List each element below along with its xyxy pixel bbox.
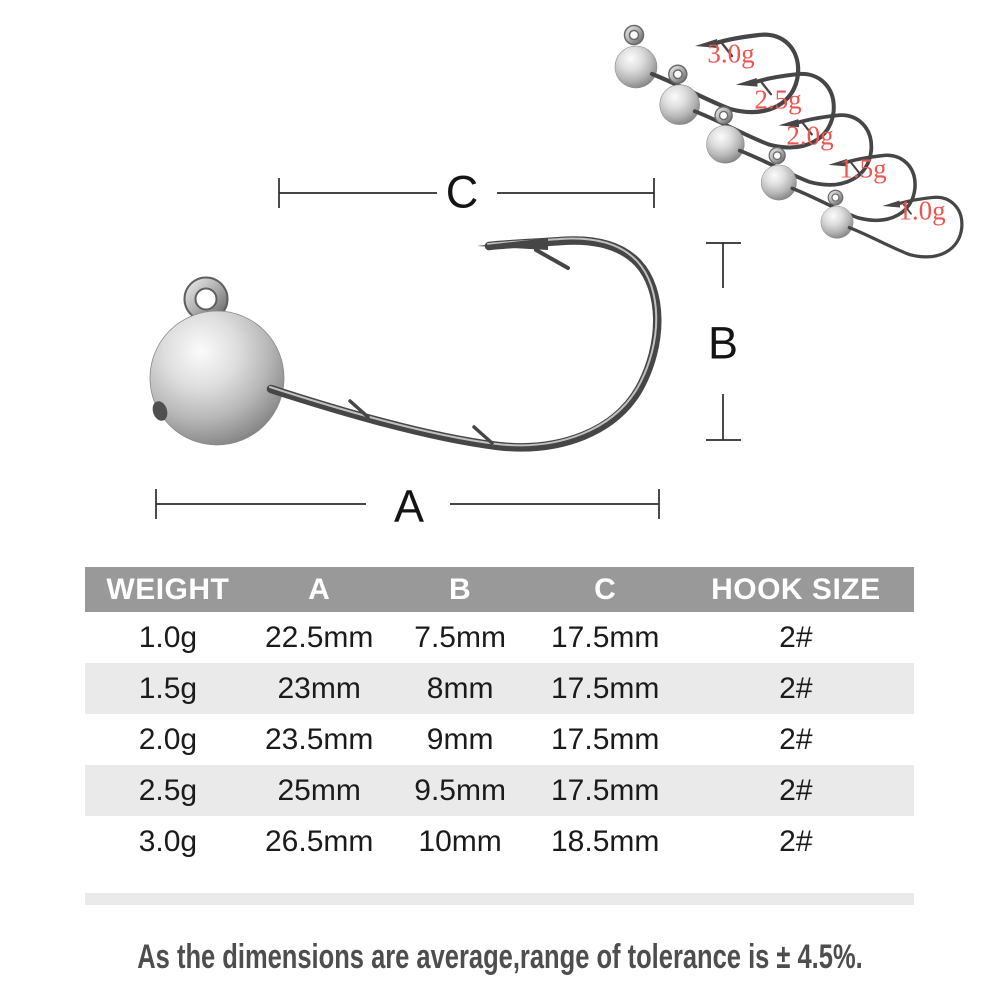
dimension-label-a: A xyxy=(393,480,425,532)
weight-label-1-5g: 1.5g xyxy=(839,153,887,184)
spec-cell: 9mm xyxy=(426,722,494,756)
spec-cell: 26.5mm xyxy=(265,824,374,858)
spec-cell: 22.5mm xyxy=(265,620,374,654)
tolerance-note: As the dimensions are average,range of tolerance is ± 4.5%. xyxy=(137,938,863,976)
spec-row-3-0g xyxy=(85,816,914,867)
spec-cell: 18.5mm xyxy=(550,824,660,858)
spec-cell: 9.5mm xyxy=(414,773,506,807)
weight-label-1-0g: 1.0g xyxy=(898,195,946,226)
spec-cell: 17.5mm xyxy=(550,722,660,756)
spec-cell: 2# xyxy=(779,824,813,858)
hook-barb xyxy=(536,250,568,268)
spec-cell: 3.0g xyxy=(138,824,198,858)
column-header-c: C xyxy=(533,567,678,612)
spec-cell: 17.5mm xyxy=(550,773,660,807)
spec-cell: 1.5g xyxy=(138,671,198,705)
spec-cell: 2# xyxy=(779,671,813,705)
jig-head-ball xyxy=(150,311,284,445)
hook-wire xyxy=(271,241,657,448)
column-header-a: A xyxy=(251,567,388,612)
spec-cell: 10mm xyxy=(418,824,502,858)
spec-cell: 23mm xyxy=(277,671,361,705)
main-jig-hook xyxy=(150,238,657,447)
column-header-hook-size: HOOK SIZE xyxy=(678,567,914,612)
column-header-weight: WEIGHT xyxy=(85,567,251,612)
spec-row-2-5g xyxy=(85,765,914,816)
spec-cell: 1.0g xyxy=(138,620,198,654)
weight-label-3-0g: 3.0g xyxy=(707,38,755,69)
table-header-row xyxy=(85,567,914,612)
weight-label-2-5g: 2.5g xyxy=(754,84,802,115)
weight-label-2-0g: 2.0g xyxy=(786,120,834,151)
spec-cell: 23.5mm xyxy=(265,722,374,756)
spec-cell: 2# xyxy=(779,773,813,807)
spec-cell: 25mm xyxy=(277,773,361,807)
column-header-b: B xyxy=(388,567,533,612)
table-footer-strip xyxy=(85,893,914,905)
spec-row-2-0g xyxy=(85,714,914,765)
spec-cell: 2# xyxy=(779,722,813,756)
spec-cell: 2.0g xyxy=(138,722,198,756)
spec-cell: 8mm xyxy=(426,671,494,705)
spec-row-1-5g xyxy=(85,663,914,714)
dimension-label-c: C xyxy=(445,166,479,218)
spec-cell: 2.5g xyxy=(138,773,198,807)
spec-cell: 17.5mm xyxy=(550,671,660,705)
dimension-label-b: B xyxy=(707,317,739,369)
spec-table xyxy=(85,567,914,867)
spec-row-1-0g xyxy=(85,612,914,663)
spec-cell: 17.5mm xyxy=(550,620,660,654)
spec-cell: 7.5mm xyxy=(414,620,506,654)
spec-cell: 2# xyxy=(779,620,813,654)
